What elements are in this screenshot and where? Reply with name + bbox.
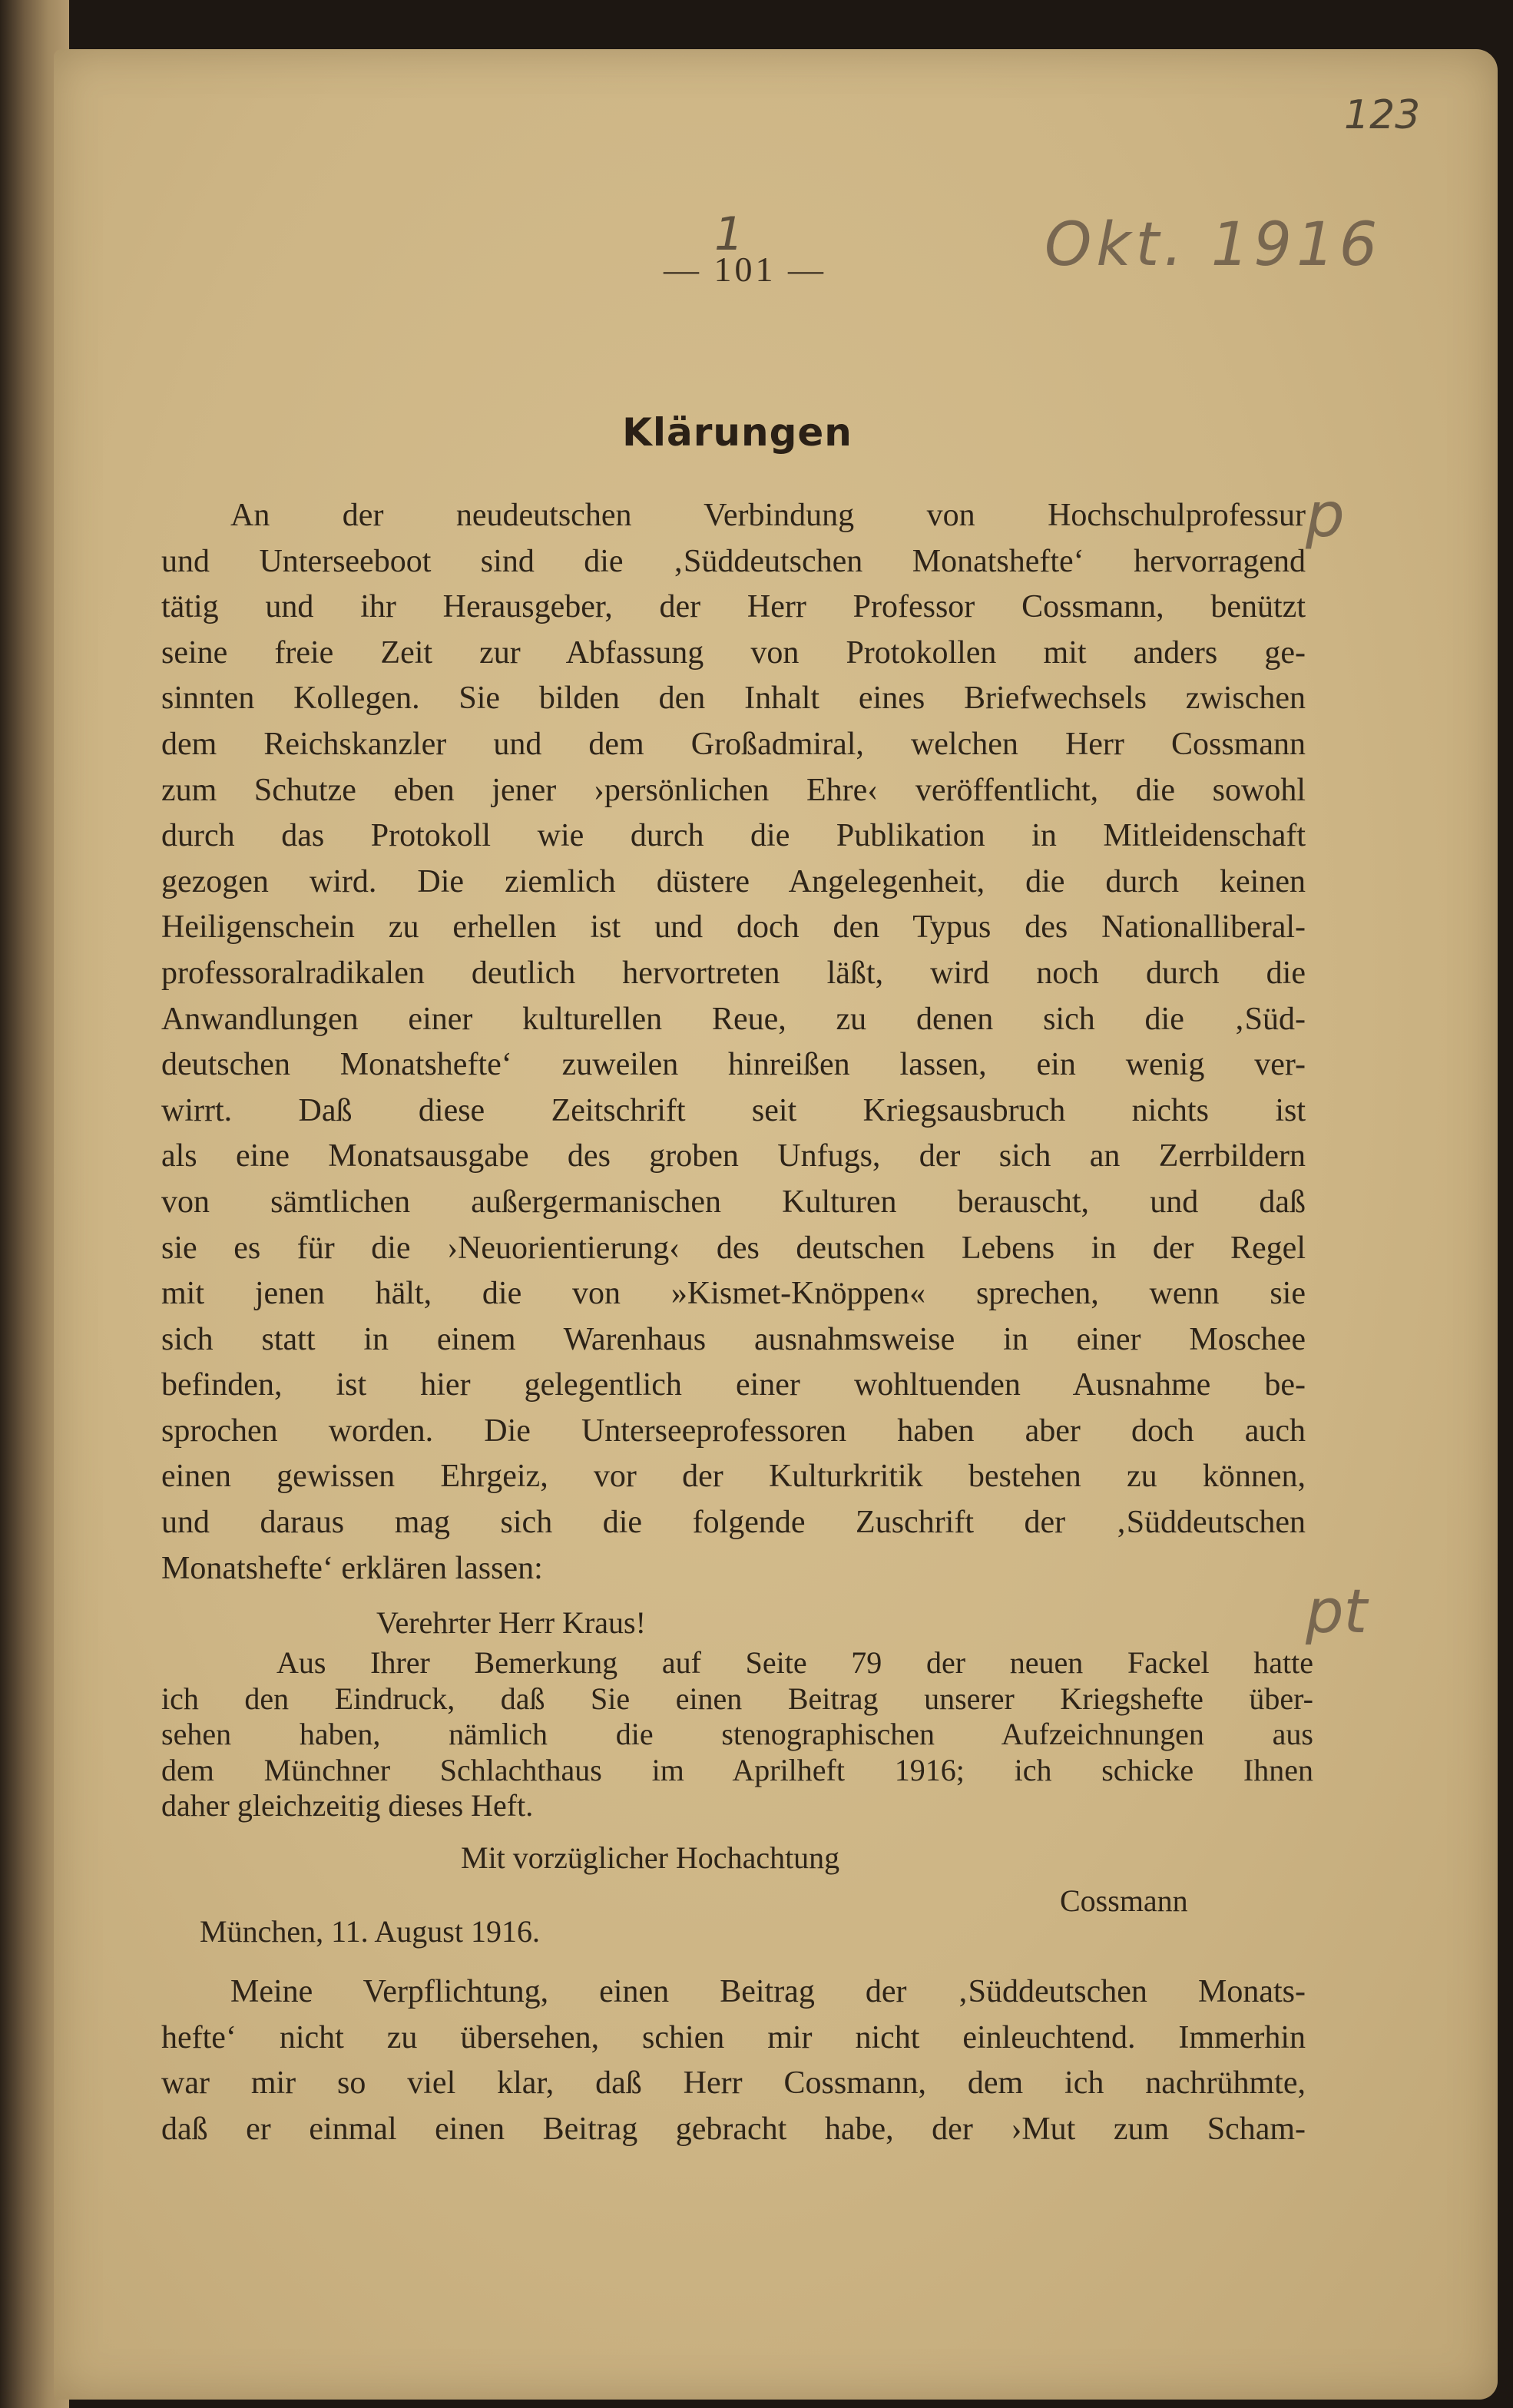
text-line: wirrt. Daß diese Zeitschrift seit Kriegsausbruch nichts ist [161,1092,1306,1128]
text-line: war mir so viel klar, daß Herr Cossmann, dem ich nachrühmte, [161,2065,1306,2102]
article-title: Klärungen [622,410,853,455]
text-line: als eine Monatsausgabe des groben Unfugs, der sich an Zerrbildern [161,1138,1306,1174]
text-line: An der neudeutschen Verbindung von Hochschulprofessur [230,498,1306,533]
text-line: sprochen worden. Die Unterseeprofessoren haben aber doch auch [161,1413,1306,1449]
text-line: sie es für die ›Neuorientierung‹ des deutschen Lebens in der Regel [161,1230,1306,1266]
handwritten-mark-mid: p [1306,479,1345,551]
letter-line: daher gleichzeitig dieses Heft. [161,1788,534,1823]
handwritten-mark-low: pt [1306,1578,1368,1647]
text-line: und daraus mag sich die folgende Zuschrift der ‚Süddeutschen [161,1505,1306,1541]
text-line: daß er einmal einen Beitrag gebracht habe, der ›Mut zum Scham- [161,2111,1306,2147]
text-line: Monatshefte‘ erklären lassen: [161,1550,543,1586]
text-line: Heiligenschein zu erhellen ist und doch den Typus des Nationalliberal- [161,909,1306,946]
text-line: Meine Verpflichtung, einen Beitrag der ‚Süddeutschen Monats- [230,1974,1306,2009]
book-page [54,49,1498,2400]
text-line: professoralradikalen deutlich hervortreten läßt, wird noch durch die [161,955,1306,991]
folio-number: 123 [1344,92,1421,138]
letter-line: Aus Ihrer Bemerkung auf Seite 79 der neuen Fackel hatte [276,1645,1313,1680]
text-line: einen gewissen Ehrgeiz, vor der Kulturkritik bestehen zu können, [161,1459,1306,1495]
letter-line: ich den Eindruck, daß Sie einen Beitrag unserer Kriegshefte über- [161,1681,1313,1716]
text-line: dem Reichskanzler und dem Großadmiral, welchen Herr Cossmann [161,726,1306,762]
text-line: Anwandlungen einer kulturellen Reue, zu denen sich die ‚Süd- [161,1001,1306,1037]
text-line: zum Schutze eben jener ›persönlichen Ehre‹ veröffentlicht, die sowohl [161,772,1306,808]
letter-closing: Mit vorzüglicher Hochachtung [461,1840,840,1875]
letter-body [161,1645,1313,1824]
letter-line: sehen haben, nämlich die stenographischen Aufzeichnungen aus [161,1717,1313,1751]
handwritten-page-mark: 1 [714,207,744,261]
paragraph-2 [161,1969,1306,2152]
text-line: sinnten Kollegen. Sie bilden den Inhalt eines Briefwechsels zwischen [161,681,1306,717]
text-line: durch das Protokoll wie durch die Publikation in Mitleidenschaft [161,818,1306,854]
page-number: — 101 — [664,250,826,289]
letter-signature: Cossmann [1060,1883,1188,1918]
text-line: tätig und ihr Herausgeber, der Herr Professor Cossmann, benützt [161,589,1306,625]
text-line: deutschen Monatshefte‘ zuweilen hinreißen lassen, ein wenig ver- [161,1047,1306,1083]
text-line: seine freie Zeit zur Abfassung von Protokollen mit anders ge- [161,634,1306,671]
letter-salutation: Verehrter Herr Kraus! [376,1605,646,1640]
handwritten-date-note: Okt. 1916 [1045,210,1382,280]
letter-place-date: München, 11. August 1916. [200,1914,540,1949]
text-line: mit jenen hält, die von »Kismet-Knöppen« sprechen, wenn sie [161,1276,1306,1312]
letter-line: dem Münchner Schlachthaus im Aprilheft 1916; ich schicke Ihnen [161,1752,1313,1787]
text-line: hefte‘ nicht zu übersehen, schien mir nicht einleuchtend. Immerhin [161,2019,1306,2055]
text-line: von sämtlichen außergermanischen Kulturen berauscht, und daß [161,1184,1306,1220]
text-line: befinden, ist hier gelegentlich einer wohltuenden Ausnahme be- [161,1367,1306,1403]
text-line: gezogen wird. Die ziemlich düstere Angelegenheit, die durch keinen [161,863,1306,899]
paragraph-1 [161,493,1306,1592]
text-line: sich statt in einem Warenhaus ausnahmsweise in einer Moschee [161,1321,1306,1357]
text-line: und Unterseeboot sind die ‚Süddeutschen Monatshefte‘ hervorragend [161,543,1306,579]
